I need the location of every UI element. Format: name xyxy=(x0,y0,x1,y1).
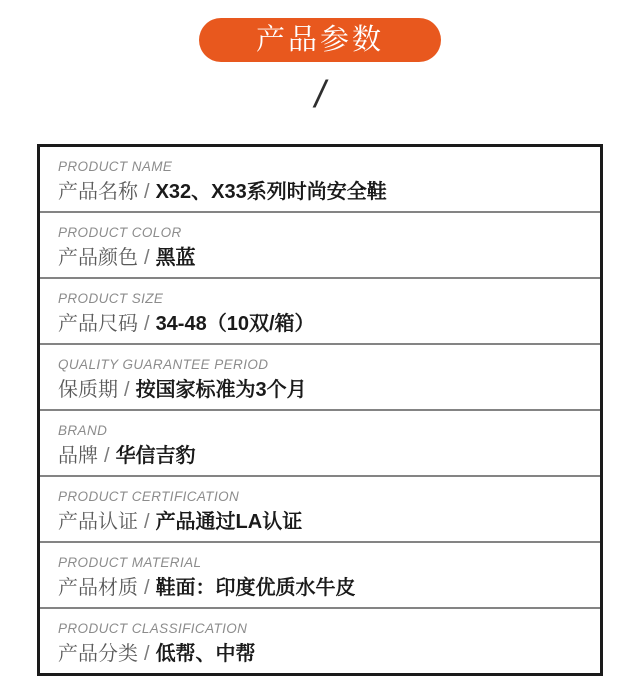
param-value: 产品通过LA认证 xyxy=(155,511,303,533)
param-label-zh: 产品名称 xyxy=(58,181,138,203)
param-value: 鞋面：印度优质水牛皮 xyxy=(155,577,356,599)
param-separator: / xyxy=(144,577,150,599)
param-label-zh: 品牌 xyxy=(58,445,98,467)
param-separator: / xyxy=(104,445,110,467)
param-row xyxy=(40,477,600,543)
section-title-banner xyxy=(199,18,441,62)
param-separator: / xyxy=(144,511,150,533)
param-value: 低帮、中帮 xyxy=(155,643,256,665)
param-row xyxy=(40,609,600,673)
param-label-zh: 保质期 xyxy=(58,379,118,401)
param-label-en: PRODUCT NAME xyxy=(58,159,173,174)
param-label-zh: 产品认证 xyxy=(58,511,138,533)
param-label-en: PRODUCT COLOR xyxy=(58,225,182,240)
slash-divider: / xyxy=(314,74,326,116)
param-value: 黑蓝 xyxy=(155,247,196,269)
param-label-zh: 产品分类 xyxy=(58,643,138,665)
param-line xyxy=(58,179,582,205)
param-row xyxy=(40,213,600,279)
param-row xyxy=(40,345,600,411)
param-line xyxy=(58,311,582,337)
param-line xyxy=(58,509,582,535)
param-separator: / xyxy=(144,247,150,269)
param-value: 华信吉豹 xyxy=(115,445,196,467)
param-label-en: BRAND xyxy=(58,423,108,438)
param-row xyxy=(40,411,600,477)
param-label-zh: 产品颜色 xyxy=(58,247,138,269)
param-line xyxy=(58,575,582,601)
param-separator: / xyxy=(144,313,150,335)
param-separator: / xyxy=(144,181,150,203)
param-row xyxy=(40,543,600,609)
param-row xyxy=(40,279,600,345)
product-params-table xyxy=(37,144,603,676)
param-label-zh: 产品材质 xyxy=(58,577,138,599)
param-separator: / xyxy=(124,379,130,401)
param-line xyxy=(58,377,582,403)
param-label-en: QUALITY GUARANTEE PERIOD xyxy=(58,357,269,372)
param-line xyxy=(58,245,582,271)
param-line xyxy=(58,443,582,469)
param-label-en: PRODUCT CLASSIFICATION xyxy=(58,621,248,636)
product-params-page xyxy=(0,18,640,700)
param-label-en: PRODUCT CERTIFICATION xyxy=(58,489,240,504)
param-label-en: PRODUCT SIZE xyxy=(58,291,164,306)
param-label-zh: 产品尺码 xyxy=(58,313,138,335)
param-line xyxy=(58,641,582,667)
section-title: 产品参数 xyxy=(255,23,384,56)
param-label-en: PRODUCT MATERIAL xyxy=(58,555,202,570)
param-row xyxy=(40,147,600,213)
param-value: 34-48（10双/箱） xyxy=(155,313,315,335)
param-value: X32、X33系列时尚安全鞋 xyxy=(155,181,387,203)
param-value: 按国家标准为3个月 xyxy=(135,379,307,401)
param-separator: / xyxy=(144,643,150,665)
